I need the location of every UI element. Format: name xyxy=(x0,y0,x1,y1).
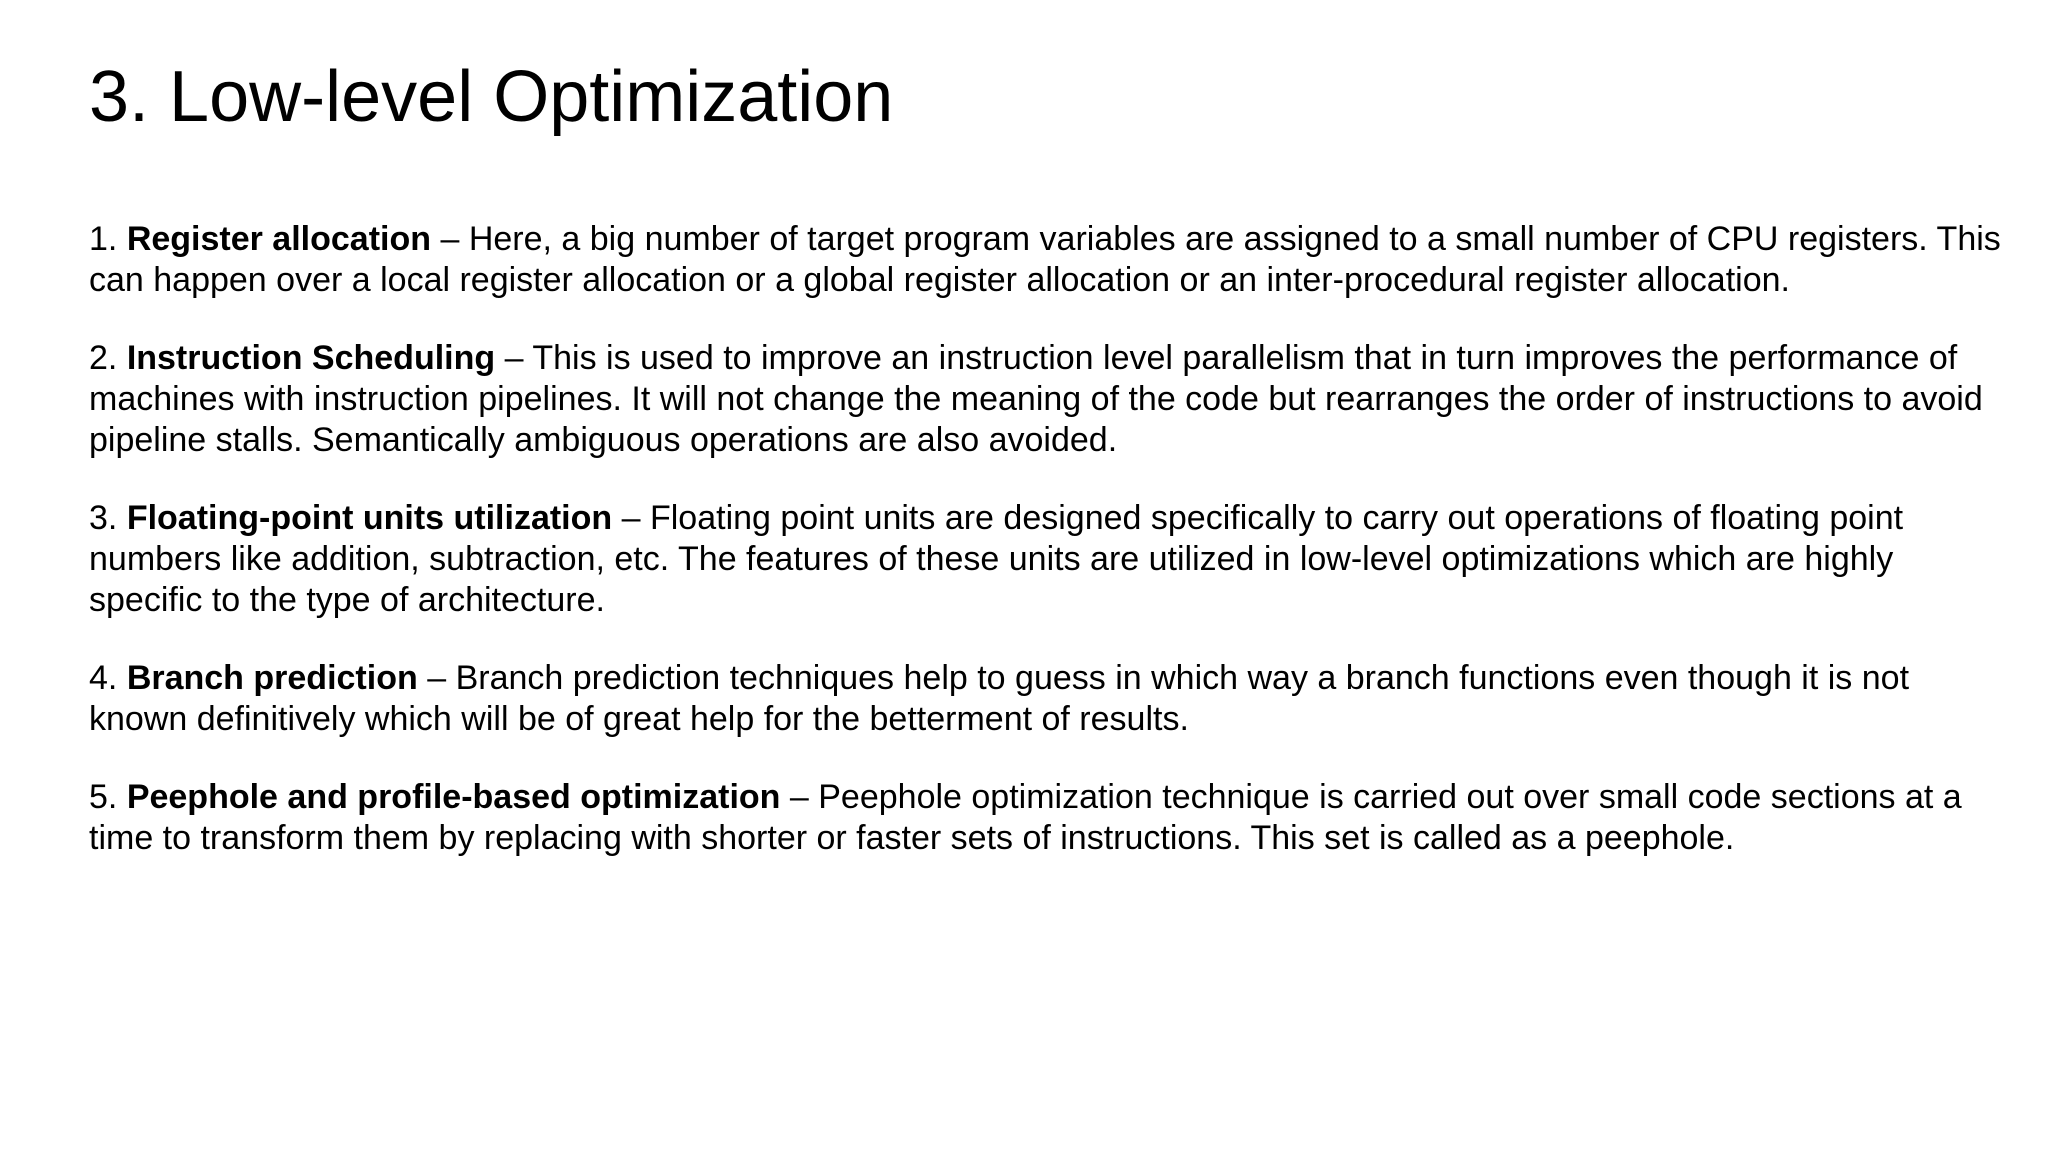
item-description: This is used to improve an instruction level parallelism that in turn improves the performance of machines with instruction pipelines. It will not change the meaning of the code but rearranges the order of instructions to avoid pipeline stalls. Semantically ambiguous operations are also avoided. xyxy=(89,339,1983,459)
optimization-list xyxy=(89,219,2014,896)
item-number: 2. xyxy=(89,339,118,377)
list-item-branch-prediction: 4. Branch prediction – Branch prediction techniques help to guess in which way a branch functions even though it is not known definitively which will be of great help for the betterment of results. xyxy=(89,659,1910,738)
list-item-register-allocation: 1. Register allocation – Here, a big number of target program variables are assigned to a small number of CPU registers. This can happen over a local register allocation or a global register allocation or an inter-procedural register allocation. xyxy=(89,220,2001,299)
item-number: 5. xyxy=(89,778,118,816)
item-term: Floating-point units utilization xyxy=(126,499,613,537)
item-number: 3. xyxy=(89,499,118,537)
item-description: Here, a big number of target program variables are assigned to a small number of CPU registers. This can happen over a local register allocation or a global register allocation or an inter-procedural register allocation. xyxy=(89,220,2001,299)
list-item-instruction-scheduling: 2. Instruction Scheduling – This is used to improve an instruction level parallelism that in turn improves the performance of machines with instruction pipelines. It will not change the meaning of the code but rearranges the order of instructions to avoid pipeline stalls. Semantically ambiguous operations are also avoided. xyxy=(89,339,1983,459)
item-number: 4. xyxy=(89,659,118,697)
item-term: Register allocation xyxy=(126,220,432,258)
item-term: Peephole and profile-based optimization xyxy=(126,778,781,816)
item-description: Branch prediction techniques help to guess in which way a branch functions even though it is not known definitively which will be of great help for the betterment of results. xyxy=(89,659,1910,738)
item-description: Floating point units are designed specifically to carry out operations of floating point numbers like addition, subtraction, etc. The features of these units are utilized in low-level optimizations which are highly specific to the type of architecture. xyxy=(89,499,1904,619)
slide-title: 3. Low-level Optimization xyxy=(89,57,894,137)
item-term: Branch prediction xyxy=(126,659,418,697)
item-term: Instruction Scheduling xyxy=(126,339,496,377)
list-item-peephole-optimization: 5. Peephole and profile-based optimization – Peephole optimization technique is carried out over small code sections at a time to transform them by replacing with shorter or faster sets of instructions. This set is called as a peephole. xyxy=(89,778,1962,857)
list-item-floating-point-units: 3. Floating-point units utilization – Floating point units are designed specifically to carry out operations of floating point numbers like addition, subtraction, etc. The features of these units are utilized in low-level optimizations which are highly specific to the type of architecture. xyxy=(89,499,1904,619)
item-number: 1. xyxy=(89,220,118,258)
item-description: Peephole optimization technique is carried out over small code sections at a time to transform them by replacing with shorter or faster sets of instructions. This set is called as a peephole. xyxy=(89,778,1962,857)
